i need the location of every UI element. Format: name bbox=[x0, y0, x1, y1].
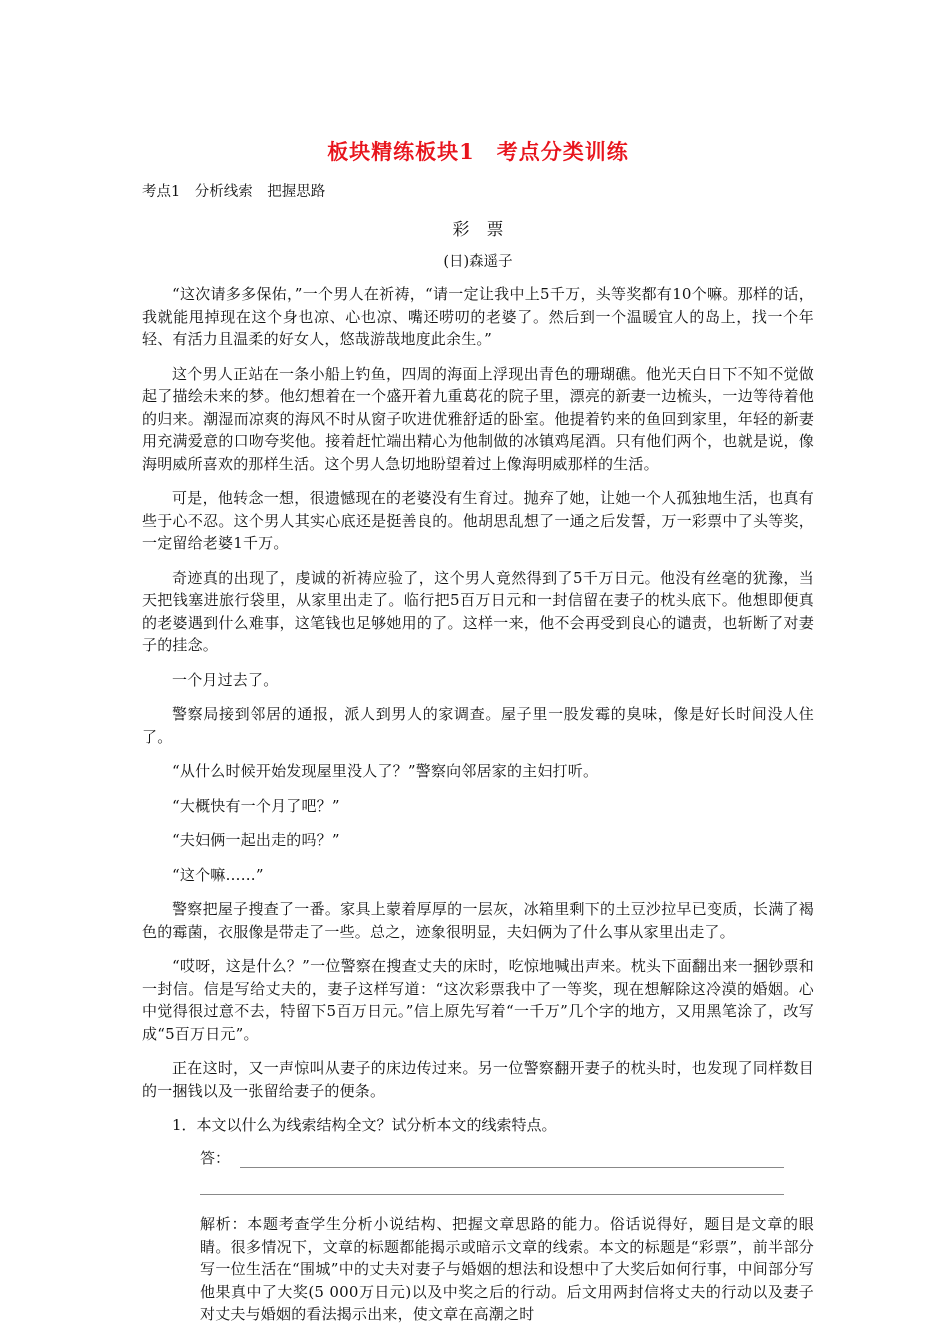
story-paragraph: 奇迹真的出现了，虔诚的祈祷应验了，这个男人竟然得到了5千万日元。他没有丝毫的犹豫，当天把钱塞进旅行袋里，从家里出走了。临行把5百万日元和一封信留在妻子的枕头底下。他想即便真的老婆遇到什么难事，这笔钱也足够她用的了。这样一来，他不会再受到良心的谴责，也斩断了对妻子的挂念。 bbox=[142, 568, 814, 654]
story-paragraph: “这个嘛……” bbox=[172, 865, 264, 884]
story-paragraph: 可是，他转念一想，很遗憾现在的老婆没有生育过。抛弃了她，让她一个人孤独地生活，也真有些于心不忍。这个男人其实心底还是挺善良的。他胡思乱想了一通之后发誓，万一彩票中了头等奖，一定留给老婆1千万。 bbox=[142, 489, 814, 552]
document-content bbox=[142, 128, 814, 1326]
story-paragraph: “这次请多多保佑，”一个男人在祈祷，“请一定让我中上5千万，头等奖都有10个嘛。那样的话，我就能甩掉现在这个身也凉、心也凉、嘴还唠叨的老婆了。然后到一个温暖宜人的岛上，找一个年轻、有活力且温柔的好女人，悠哉游哉地度此余生。” bbox=[142, 285, 814, 348]
story-title: 彩 票 bbox=[452, 220, 504, 240]
story-paragraph: “哎呀，这是什么？”一位警察在搜查丈夫的床时，吃惊地喊出声来。枕头下面翻出来一捆钞票和一封信。信是写给丈夫的，妻子这样写道：“这次彩票我中了一等奖，现在想解除这冷漠的婚姻。心中觉得很过意不去，特留下5百万日元。”信上原先写着“一千万”几个字的地方，又用黑笔涂了，改写成“5百万日元”。 bbox=[142, 957, 814, 1043]
answer-row bbox=[200, 1140, 814, 1168]
story-paragraph: 警察把屋子搜查了一番。家具上蒙着厚厚的一层灰，冰箱里剩下的土豆沙拉早已变质，长满了褐色的霉菌，衣服像是带走了一些。总之，迹象很明显，夫妇俩为了什么事从家里出走了。 bbox=[142, 900, 814, 941]
story-paragraph: 警察局接到邻居的通报，派人到男人的家调查。屋子里一股发霉的臭味，像是好长时间没人住了。 bbox=[142, 705, 814, 746]
question-1: 1．本文以什么为线索结构全文？试分析本文的线索特点。 bbox=[172, 1116, 557, 1134]
story-paragraph: “从什么时候开始发现屋里没人了？”警察向邻居家的主妇打听。 bbox=[172, 762, 599, 780]
analysis-text: 解析：本题考查学生分析小说结构、把握文章思路的能力。俗话说得好，题目是文章的眼睛。很多情况下，文章的标题都能揭示或暗示文章的线索。本文的标题是“彩票”，前半部分写一位生活在“围城”中的丈夫对妻子与婚姻的想法和设想中了大奖后如何行事，中间部分写他果真中了大奖(5 000万日元)以及中奖之后的行动。后文用两封信将丈夫的行动以及妻子对丈夫与婚姻的看法揭示出来，使文章在高潮之时 bbox=[200, 1215, 814, 1323]
story-paragraph: 一个月过去了。 bbox=[172, 670, 279, 689]
story-paragraph: 正在这时，又一声惊叫从妻子的床边传过来。另一位警察翻开妻子的枕头时，也发现了同样数目的一捆钱以及一张留给妻子的便条。 bbox=[142, 1059, 814, 1100]
answer-blank-line[interactable] bbox=[240, 1151, 784, 1168]
story-paragraph: “夫妇俩一起出走的吗？” bbox=[172, 831, 340, 849]
story-author: (日)森遥子 bbox=[443, 254, 513, 270]
story-paragraph: “大概快有一个月了吧？” bbox=[172, 796, 340, 815]
section-heading: 考点1 分析线索 把握思路 bbox=[142, 184, 326, 200]
page-title: 板块精练板块1 考点分类训练 bbox=[327, 139, 629, 164]
answer-label: 答： bbox=[200, 1149, 231, 1167]
story-paragraph: 这个男人正站在一条小船上钓鱼，四周的海面上浮现出青色的珊瑚礁。他光天白日下不知不觉做起了描绘未来的梦。他幻想着在一个盛开着九重葛花的院子里，漂亮的新妻一边梳头，一边等待着他的归来。潮湿而凉爽的海风不时从窗子吹进优雅舒适的卧室。他提着钓来的鱼回到家里，年轻的新妻用充满爱意的口吻夸奖他。接着赶忙端出精心为他制做的冰镇鸡尾酒。只有他们两个，也就是说，像海明威所喜欢的那样生活。这个男人急切地盼望着过上像海明威那样的生活。 bbox=[142, 364, 814, 473]
answer-blank-line-2[interactable] bbox=[200, 1184, 784, 1195]
